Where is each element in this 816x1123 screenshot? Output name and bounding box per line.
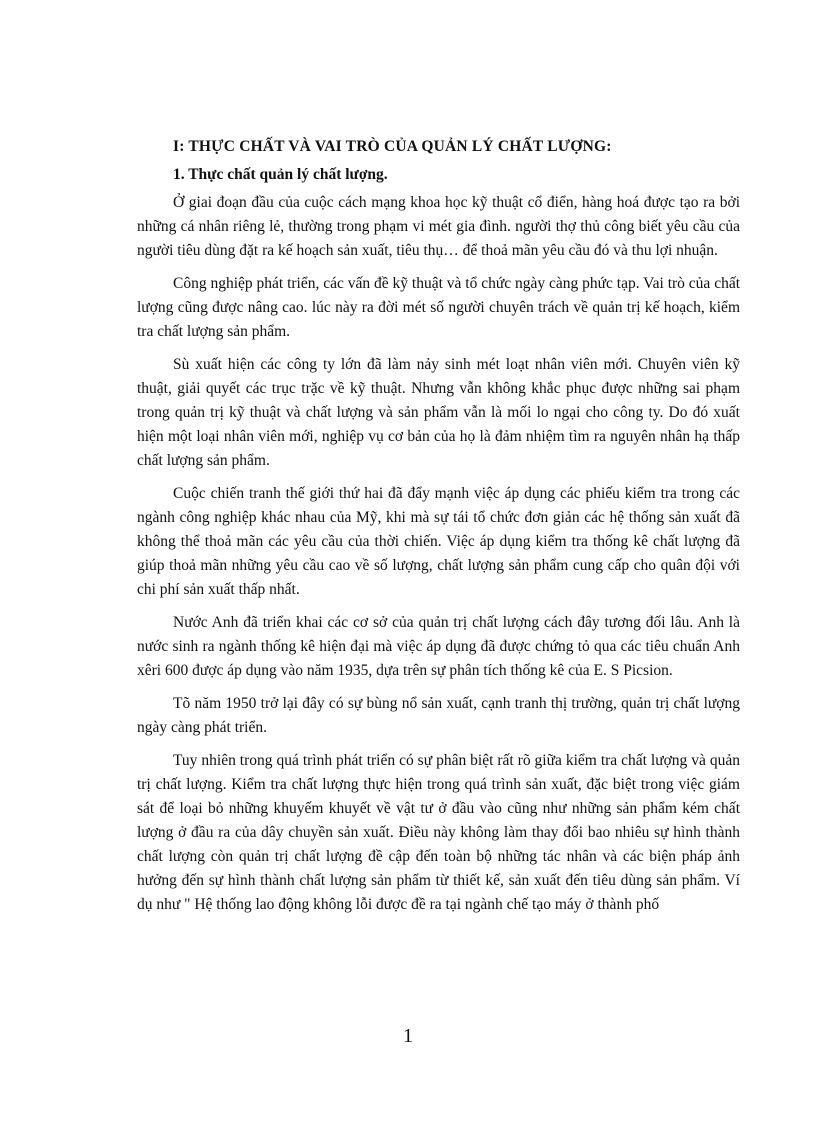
page-number: 1 — [403, 1025, 413, 1047]
document-body — [137, 133, 740, 926]
subsection-heading: 1. Thực chất quản lý chất lượng. — [173, 166, 388, 183]
section-heading: I: THỰC CHẤT VÀ VAI TRÒ CỦA QUẢN LÝ CHẤT LƯỢNG: — [173, 138, 612, 155]
paragraph-7: Tuy nhiên trong quá trình phát triển có sự phân biệt rất rõ giữa kiểm tra chất lượng và quản trị chất lượng. Kiểm tra chất lượng thực hiện trong quá trình sản xuất, đặc biệt trong việc giám sát để loại bỏ những khuyếm khuyết về vật tư ở đầu vào cũng như những sản phẩm kém chất lượng ở đầu ra của dây chuyền sản xuất. Điều này không làm thay đổi bao nhiêu sự hình thành chất lượng còn quản trị chất lượng đề cập đến toàn bộ những tác nhân và các biện pháp ảnh hưởng đến sự hình thành chất lượng sản phẩm từ thiết kế, sản xuất đến tiêu dùng sản phẩm. Ví dụ như " Hệ thống lao động không lỗi được đề ra tại ngành chế tạo máy ở thành phố — [137, 752, 740, 913]
paragraph-4: Cuộc chiến tranh thế giới thứ hai đã đẩy mạnh việc áp dụng các phiếu kiểm tra trong các ngành công nghiệp khác nhau của Mỹ, khi mà sự tái tổ chức đơn giản các hệ thống sản xuất đã không thể thoả mãn các yêu cầu của thời chiến. Việc áp dụng kiểm tra thống kê chất lượng đã giúp thoả mãn những yêu cầu cao về số lượng, chất lượng sản phẩm cung cấp cho quân đội với chi phí sản xuất thấp nhất. — [137, 485, 740, 598]
paragraph-2: Công nghiệp phát triển, các vấn đề kỹ thuật và tổ chức ngày càng phức tạp. Vai trò của chất lượng cũng được nâng cao. lúc này ra đời mét số người chuyên trách về quản trị kế hoạch, kiểm tra chất lượng sản phẩm. — [137, 275, 741, 340]
paragraph-3: Sù xuất hiện các công ty lớn đã làm nảy sinh mét loạt nhân viên mới. Chuyên viên kỹ thuật, giải quyết các trục trặc về kỹ thuật. Nhưng vẫn không khắc phục được những sai phạm trong quản trị kỹ thuật và chất lượng và sản phẩm vẫn là mối lo ngại cho công ty. Do đó xuất hiện một loại nhân viên mới, nghiệp vụ cơ bản của họ là đảm nhiệm tìm ra nguyên nhân hạ thấp chất lượng sản phẩm. — [137, 356, 740, 469]
paragraph-5: Nước Anh đã triển khai các cơ sở của quản trị chất lượng cách đây tương đối lâu. Anh là nước sinh ra ngành thống kê hiện đại mà việc áp dụng đã được chứng tỏ qua các tiêu chuẩn Anh xêri 600 được áp dụng vào năm 1935, dựa trên sự phân tích thống kê của E. S Picsion. — [137, 614, 740, 679]
paragraph-6: Tõ năm 1950 trở lại đây có sự bùng nổ sản xuất, cạnh tranh thị trường, quản trị chất lượng ngày càng phát triển. — [137, 695, 740, 736]
paragraph-1: Ở giai đoạn đầu của cuộc cách mạng khoa học kỹ thuật cổ điển, hàng hoá được tạo ra bởi những cá nhân riêng lẻ, thường trong phạm vi mét gia đình. người thợ thủ công biết yêu cầu của người tiêu dùng đặt ra kế hoạch sản xuất, tiêu thụ… để thoả mãn yêu cầu đó và thu lợi nhuận. — [137, 194, 740, 259]
